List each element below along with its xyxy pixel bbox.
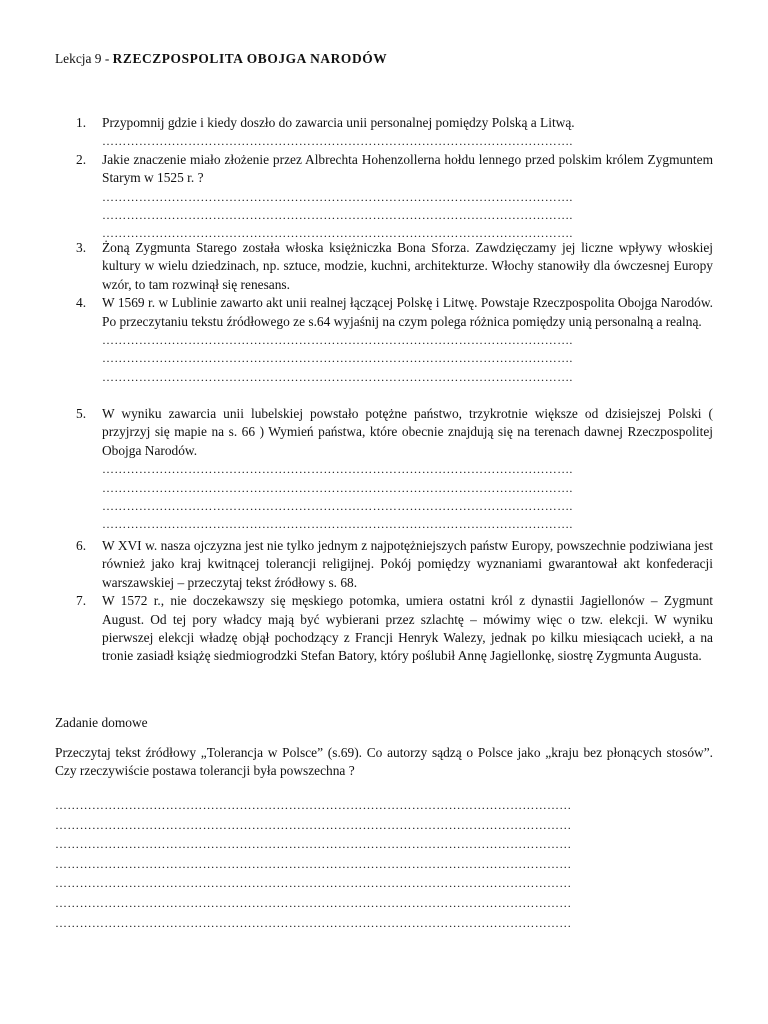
question-number: 7. — [76, 593, 87, 609]
homework-answer-lines — [55, 796, 713, 933]
question-number: 1. — [76, 115, 87, 130]
answer-line[interactable]: ……………………………………………………………………………………………………. — [102, 462, 573, 477]
question-number: 6. — [76, 538, 87, 553]
question-text: W wyniku zawarcia unii lubelskiej powstało potężne państwo, trzykrotnie większe od dzisiejszej Polski ( przyjrzyj się mapie na s. 66 ) Wymień państwa, które obecnie znajdują się na terenach dawnej Rzeczpospolitej Obojga Narodów. — [102, 406, 713, 458]
answer-line[interactable]: ……………………………………………………………………………………………………. — [102, 189, 573, 204]
answer-line[interactable]: ……………………………………………………………………………………………………………… — [55, 876, 572, 891]
answer-line[interactable]: ……………………………………………………………………………………………………. — [102, 208, 573, 222]
answer-line[interactable]: ……………………………………………………………………………………………………. — [102, 333, 573, 348]
lesson-heading — [55, 50, 387, 68]
lesson-title: RZECZPOSPOLITA OBOJGA NARODÓW — [112, 51, 388, 66]
question-4 — [55, 294, 713, 386]
answer-line[interactable]: ……………………………………………………………………………………………………. — [102, 369, 573, 384]
answer-line[interactable]: ……………………………………………………………………………………………………………… — [55, 837, 572, 852]
answer-line[interactable]: ……………………………………………………………………………………………………. — [102, 517, 573, 532]
question-number: 2. — [76, 151, 87, 167]
homework-title: Zadanie domowe — [55, 715, 148, 730]
question-text: W 1569 r. w Lublinie zawarto akt unii realnej łączącej Polskę i Litwę. Powstaje Rzeczpospolita Obojga Narodów. Po przeczytaniu tekstu źródłowego ze s.64 wyjaśnij na czym polega różnica pomiędzy unią personalną a realną. — [102, 295, 713, 329]
question-6 — [55, 537, 713, 592]
question-text: W 1572 r., nie doczekawszy się męskiego potomka, umiera ostatni król z dynastii Jagiellonów – Zygmunt August. Od tej pory władcy mają być wybierani przez szlachtę – mówimy więc o tzw. elekcji. W wyniku pierwszej elekcji władzę objął pochodzący z Francji Henryk Walezy, jednak po kilku miesiącach uciekł, a na tronie zasiadł książę siedmiogrodzki Stefan Batory, który poślubił Annę Jagiellonkę, siostrę Zygmunta Augusta. — [102, 593, 713, 664]
question-7 — [55, 592, 713, 666]
answer-line[interactable]: ……………………………………………………………………………………………………………… — [55, 856, 572, 871]
question-5 — [55, 405, 713, 534]
question-2 — [55, 151, 713, 243]
question-text: Żoną Zygmunta Starego została włoska księżniczka Bona Sforza. Zawdzięczamy jej liczne wpływy włoskiej kultury w wielu dziedzinach, np. sztuce, modzie, kuchni, architekturze. Włochy stanowiły dla ówczesnej Europy wzór, to tam rozwinął się renesans. — [102, 240, 713, 292]
question-number: 3. — [76, 240, 87, 255]
answer-line[interactable]: ……………………………………………………………………………………………………………… — [55, 915, 572, 930]
answer-line[interactable]: ……………………………………………………………………………………………………. — [102, 134, 573, 149]
answer-line[interactable]: ……………………………………………………………………………………………………………… — [55, 798, 572, 812]
answer-line[interactable]: ……………………………………………………………………………………………………. — [102, 480, 573, 495]
lesson-label: Lekcja 9 - — [55, 51, 110, 66]
question-text: W XVI w. nasza ojczyzna jest nie tylko jednym z najpotężniejszych państw Europy, powszechnie podziwiana jest również jako kraj kwitnącej tolerancji religijnej. Pokój pomiędzy wyznaniami gwarantował akt konfederacji warszawskiej – przeczytaj tekst źródłowy s. 68. — [102, 538, 713, 590]
answer-line[interactable]: ……………………………………………………………………………………………………. — [102, 499, 573, 513]
question-list — [55, 537, 713, 666]
question-list — [55, 405, 713, 534]
question-3 — [55, 239, 713, 294]
answer-line[interactable]: ……………………………………………………………………………………………………. — [102, 351, 573, 366]
answer-line[interactable]: ……………………………………………………………………………………………………. — [102, 226, 573, 241]
question-list — [55, 239, 713, 386]
answer-line[interactable]: ……………………………………………………………………………………………………………… — [55, 895, 572, 910]
answer-line[interactable]: ……………………………………………………………………………………………………………… — [55, 817, 572, 832]
question-1 — [55, 114, 713, 151]
question-text: Jakie znaczenie miało złożenie przez Albrechta Hohenzollerna hołdu lennego przed polskim królem Zygmuntem Starym w 1525 r. ? — [102, 151, 713, 186]
homework-text: Przeczytaj tekst źródłowy „Tolerancja w Polsce” (s.69). Co autorzy sądzą o Polsce jako „kraju bez płonących stosów”. Czy rzeczywiście postawa tolerancji była powszechna ? — [55, 745, 713, 779]
question-text: Przypomnij gdzie i kiedy doszło do zawarcia unii personalnej pomiędzy Polską a Litwą. — [102, 115, 575, 130]
question-number: 4. — [76, 295, 87, 311]
question-list — [55, 114, 713, 243]
question-number: 5. — [76, 406, 87, 421]
